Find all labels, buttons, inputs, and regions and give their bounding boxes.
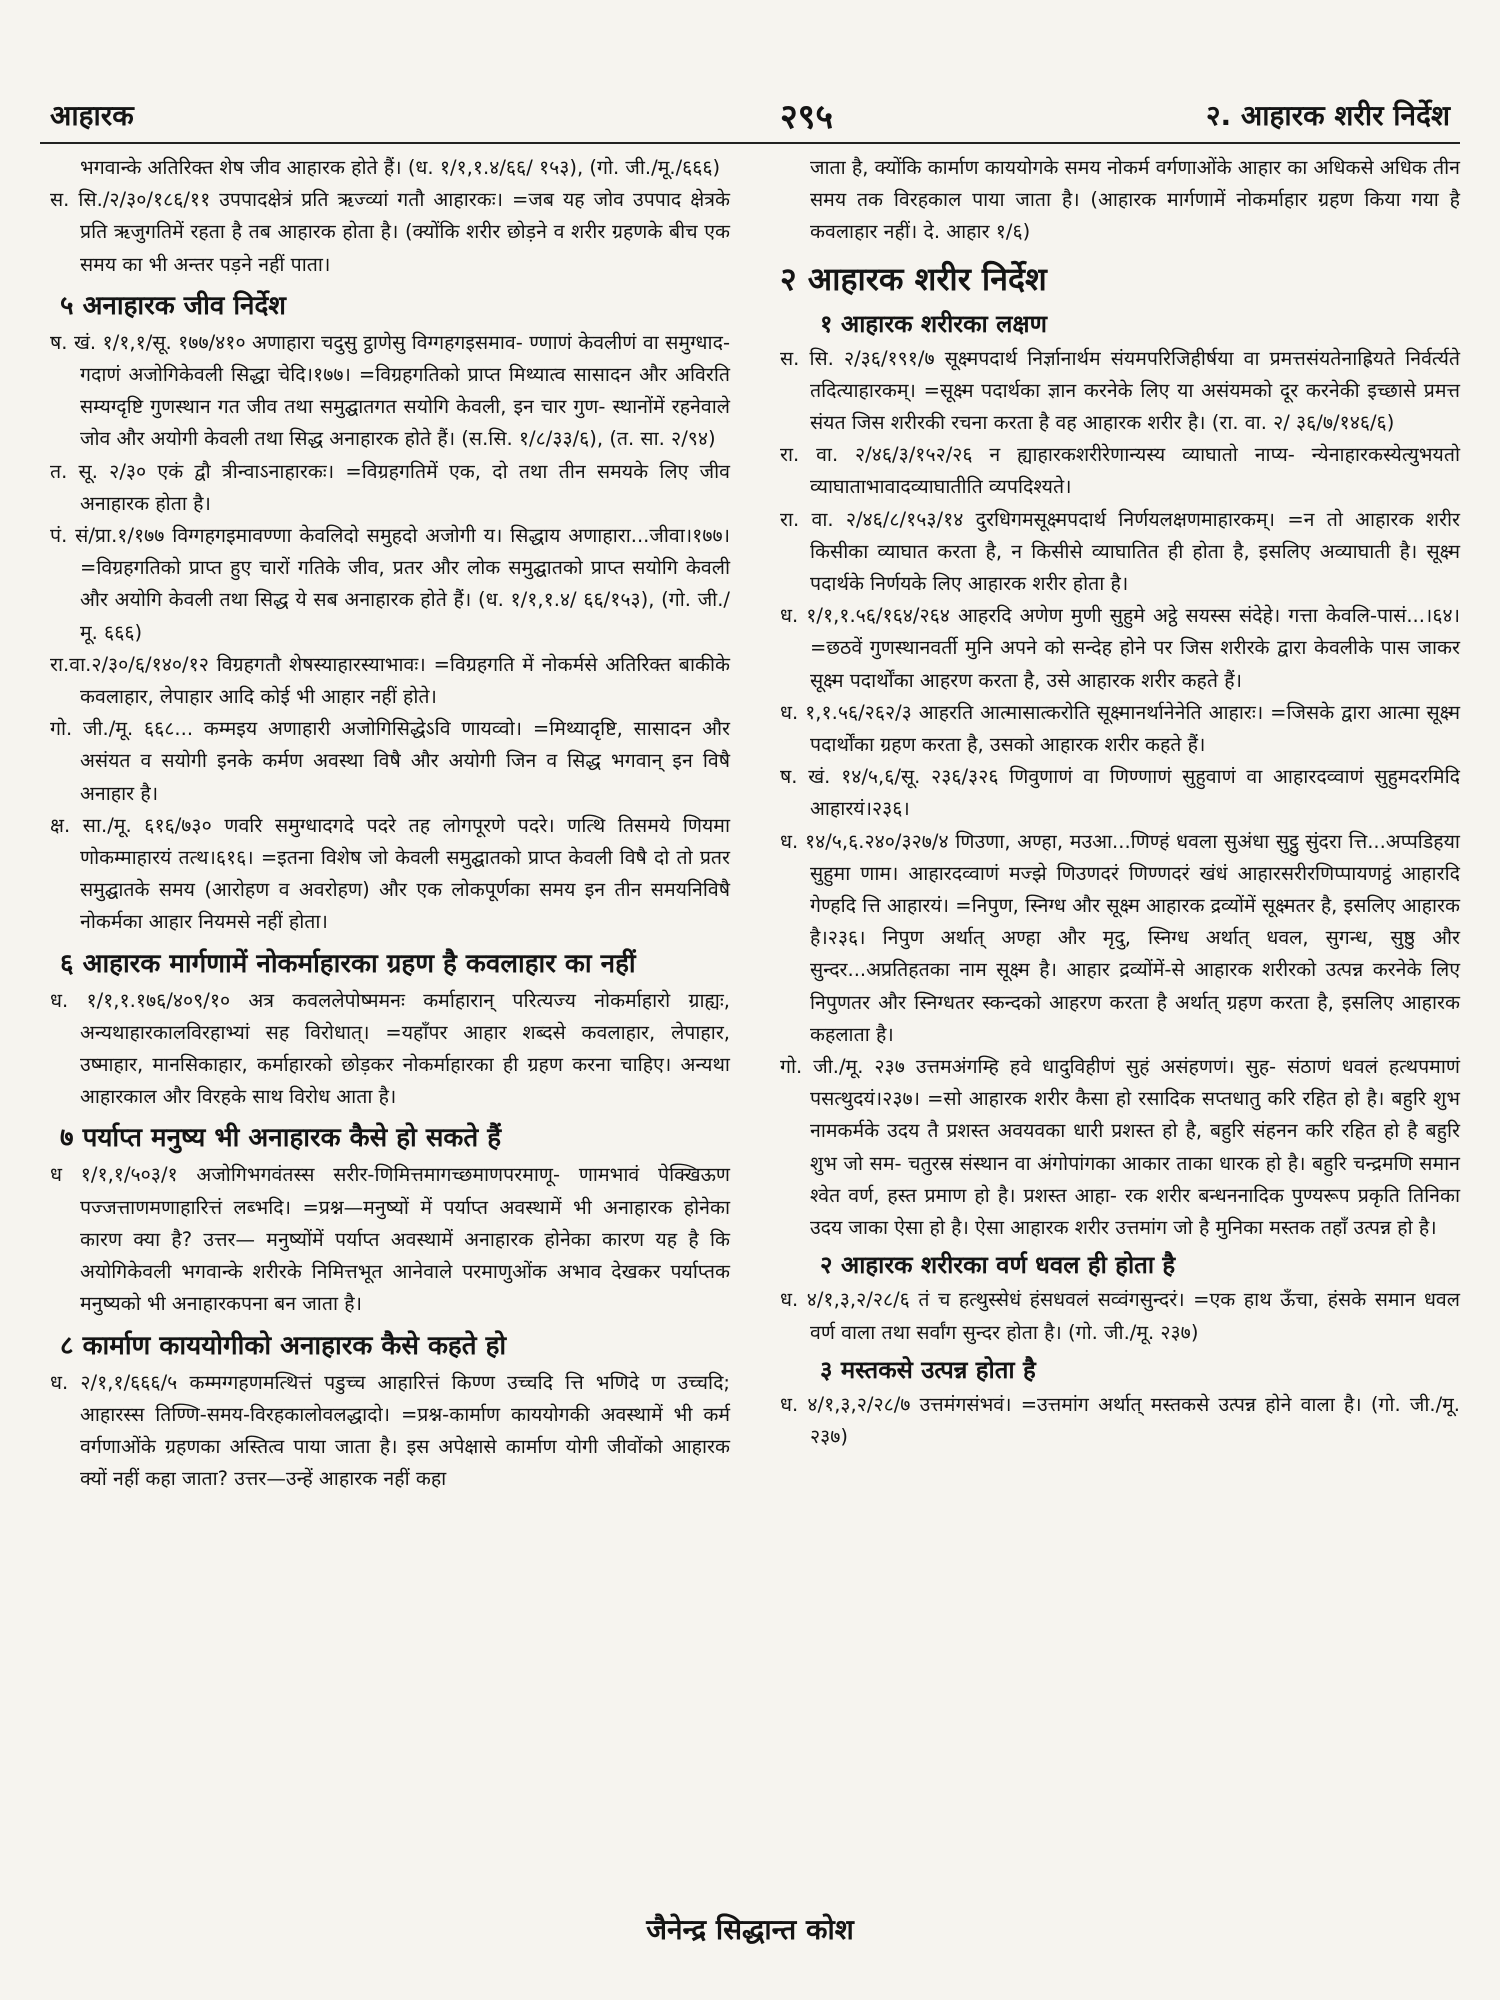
left-para-10: ध १/१,१/५०३/१ अजोगिभगवंतस्स सरीर-णिमित्तमागच्छमाणपरमाणू- णामभावं पेक्खिऊण पज्जत्ताणमणाहारित्तं लब्भदि। =प्रश्न—मनुष्यों में पर्याप्त अवस्थामें भी अनाहारक होनेका कारण क्या है? उत्तर— मनुष्योंमें पर्याप्त अवस्थामें अनाहारक होनेका कारण यह है कि अयोगिकेवली भगवान्के शरीरके निमित्तभूत आनेवाले परमाणुओंक अभाव देखकर पर्याप्तक मनुष्यको भी अनाहारकपना बन जाता है। <box>50 1163 730 1316</box>
left-para-1: भगवान्के अतिरिक्त शेष जीव आहारक होते हैं। (ध. १/१,१.४/६६/ १५३), (गो. जी./मू./६६६) <box>80 156 721 179</box>
left-para-3: ष. खं. १/१,१/सू. १७७/४१० अणाहारा चदुसु ट्ठाणेसु विग्गहगइसमाव- ण्णाणं केवलीणं वा समुग्धाद-गदाणं अजोगिकेवली सिद्धा चेदि।१७७। =विग्रहगतिको प्राप्त मिथ्यात्व सासादन और अविरति सम्यग्दृष्टि गुणस्थान गत जीव तथा समुद्घातगत सयोगि केवली, इन चार गुण- स्थानोंमें रहनेवाले जोव और अयोगी केवली तथा सिद्ध अनाहारक होते हैं। (स.सि. १/८/३३/६), (त. सा. २/९४) <box>50 330 730 451</box>
book-title-footer: जैनेन्द्र सिद्धान्त कोश <box>646 1913 854 1946</box>
left-column <box>50 152 730 1495</box>
page-number: २९५ <box>780 97 834 137</box>
left-para-4: त. सू. २/३० एकं द्वौ त्रीन्वाऽनाहारकः। =विग्रहगतिमें एक, दो तथा तीन समयके लिए जीव अनाहारक होता है। <box>50 459 730 515</box>
right-para-1: जाता है, क्योंकि कार्माण काययोगके समय नोकर्म वर्गणाओंके आहार का अधिकसे अधिक तीन समय तक विरहकाल पाया जाता है। (आहारक मार्गणामें नोकर्माहार ग्रहण किया गया है कवलाहार नहीं। दे. आहार १/६) <box>810 156 1460 244</box>
section-heading-8: ८ कार्माण काययोगीको अनाहारक कैसे कहते हो <box>60 1330 507 1361</box>
right-para-8: ध. १४/५,६.२४०/३२७/४ णिउणा, अण्हा, मउआ...णिण्हं धवला सुअंधा सुट्ठु सुंदरा त्ति...अप्पडिहया सुहुमा णाम। आहारदव्वाणं मज्झे णिउणदरं णिण्णदरं खंधं आहारसरीरणिप्पायणट्ठं आहारदि गेण्हदि त्ति आहारयं। =निपुण, स्निग्ध और सूक्ष्म आहारक द्रव्योंमें सूक्ष्मतर है, इसलिए आहारक है।२३६। निपुण अर्थात् अण्हा और मृदु, स्निग्ध अर्थात् धवल, सुगन्ध, सुष्ठु और सुन्दर...अप्रतिहतका नाम सूक्ष्म है। आहार द्रव्योंमें-से आहारक शरीरको उत्पन्न करनेके लिए निपुणतर और स्निग्धतर स्कन्दको आहरण करता है अर्थात् ग्रहण करता है, इसलिए आहारक कहलाता है। <box>780 829 1460 1046</box>
section-heading-7: ७ पर्याप्त मनुष्य भी अनाहारक कैसे हो सकते हैं <box>60 1123 502 1154</box>
left-para-11: ध. २/१,१/६६६/५ कम्मग्गहणमत्थित्तं पडुच्च आहारित्तं किण्ण उच्चदि त्ति भणिदे ण उच्चदि; आहारस्स तिण्णि-समय-विरहकालोवलद्धादो। =प्रश्न-कार्माण काययोगकी अवस्थामें भी कर्म वर्गणाओंके ग्रहणका अस्तित्व पाया जाता है। इस अपेक्षासे कार्माण योगी जीवोंको आहारक क्यों नहीं कहा जाता? उत्तर—उन्हें आहारक नहीं कहा <box>50 1370 730 1491</box>
right-para-10: ध. ४/१,३,२/२८/६ तं च हत्थुस्सेधं हंसधवलं सव्वंगसुन्दरं। =एक हाथ ऊँचा, हंसके समान धवल वर्ण वाला तथा सर्वांग सुन्दर होता है। (गो. जी./मू. २३७) <box>780 1288 1460 1344</box>
right-column <box>780 152 1460 1453</box>
section-heading-6: ६ आहारक मार्गणामें नोकर्माहारका ग्रहण है कवलाहार का नहीं <box>60 948 636 979</box>
right-para-2: स. सि. २/३६/१९१/७ सूक्ष्मपदार्थ निर्ज्ञानार्थम संयमपरिजिहीर्षया वा प्रमत्तसंयतेनाह्रियते निर्वर्त्यते तदित्याहारकम्। =सूक्ष्म पदार्थका ज्ञान करनेके लिए या असंयमको दूर करनेकी इच्छासे प्रमत्त संयत जिस शरीरकी रचना करता है वह आहारक शरीर है। (रा. वा. २/ ३६/७/१४६/६) <box>780 346 1460 435</box>
header-right-title: २. आहारक शरीर निर्देश <box>1205 99 1450 132</box>
page-header <box>40 92 1460 144</box>
right-para-6: ध. १,१.५६/२६२/३ आहरति आत्मासात्करोति सूक्ष्मानर्थानेनेति आहारः। =जिसके द्वारा आत्मा सूक्ष्म पदार्थोंका ग्रहण करता है, उसको आहारक शरीर कहते हैं। <box>780 700 1460 757</box>
subsection-heading-2: २ आहारक शरीरका वर्ण धवल ही होता है <box>820 1251 1176 1280</box>
left-para-9: ध. १/१,१.१७६/४०९/१० अत्र कवललेपोष्ममनः कर्माहारान् परित्यज्य नोकर्माहारो ग्राह्यः, अन्यथाहारकालविरहाभ्यां सह विरोधात्। =यहाँपर आहार शब्दसे कवलाहार, लेपाहार, उष्माहार, मानसिकाहार, कर्माहारको छोड़कर नोकर्माहारका ही ग्रहण करना चाहिए। अन्यथा आहारकाल और विरहके साथ विरोध आता है। <box>50 988 730 1109</box>
subsection-heading-3: ३ मस्तकसे उत्पन्न होता है <box>820 1355 1036 1384</box>
left-para-6: रा.वा.२/३०/६/१४०/१२ विग्रहगतौ शेषस्याहारस्याभावः। =विग्रहगति में नोकर्मसे अतिरिक्त बाकीके कवलाहार, लेपाहार आदि कोई भी आहार नहीं होते। <box>50 652 730 709</box>
right-para-11: ध. ४/१,३,२/२८/७ उत्तमंगसंभवं। =उत्तमांग अर्थात् मस्तकसे उत्पन्न होने वाला है। (गो. जी./मू. २३७) <box>780 1392 1460 1448</box>
right-para-4: रा. वा. २/४६/८/१५३/१४ दुरधिगमसूक्ष्मपदार्थ निर्णयलक्षणमाहारकम्। =न तो आहारक शरीर किसीका व्याघात करता है, न किसीसे व्याघातित ही होता है, इसलिए अव्याघाती है। सूक्ष्म पदार्थके निर्णयके लिए आहारक शरीर होता है। <box>780 507 1460 596</box>
right-para-7: ष. खं. १४/५,६/सू. २३६/३२६ णिवुणाणं वा णिण्णाणं सुहुवाणं वा आहारदव्वाणं सुहुमदरमिदि आहारयं।२३६। <box>780 765 1460 821</box>
left-para-8: क्ष. सा./मू. ६१६/७३० णवरि समुग्धादगदे पदरे तह लोगपूरणे पदरे। णत्थि तिसमये णियमा णोकम्माहारयं तत्थ।६१६। =इतना विशेष जो केवली समुद्घातको प्राप्त केवली विषै दो तो प्रतर समुद्घातके समय (आरोहण व अवरोहण) और एक लोकपूर्णका समय इन तीन समयनिविषै नोकर्मका आहार नियमसे नहीं होता। <box>50 813 730 934</box>
left-para-2: स. सि./२/३०/१८६/११ उपपादक्षेत्रं प्रति ऋज्व्यां गतौ आहारकः। =जब यह जोव उपपाद क्षेत्रके प्रति ऋजुगतिमें रहता है तब आहारक होता है। (क्योंकि शरीर छोड़ने व शरीर ग्रहणके बीच एक समय का भी अन्तर पड़ने नहीं पाता। <box>50 188 730 276</box>
right-para-3: रा. वा. २/४६/३/१५२/२६ न ह्याहारकशरीरेणान्यस्य व्याघातो नाप्य- न्येनाहारकस्येत्युभयतो व्याघाताभावादव्याघातीति व्यपदिश्यते। <box>780 443 1460 499</box>
left-para-7: गो. जी./मू. ६६८... कम्मइय अणाहारी अजोगिसिद्धेऽवि णायव्वो। =मिथ्यादृष्टि, सासादन और असंयत व सयोगी इनके कर्मण अवस्था विषै और अयोगी जिन व सिद्ध भगवान् इन विषै अनाहार है। <box>50 717 730 805</box>
section-heading-5: ५ अनाहारक जीव निर्देश <box>60 290 286 321</box>
right-para-9: गो. जी./मू. २३७ उत्तमअंगम्हि हवे धादुविहीणं सुहं असंहणणं। सुह- संठाणं धवलं हत्थपमाणं पसत्थुदयं।२३७। =सो आहारक शरीर कैसा हो रसादिक सप्तधातु करि रहित हो है। बहुरि शुभ नामकर्मके उदय तै प्रशस्त अवयवका धारी प्रशस्त हो है, बहुरि संहनन करि रहित हो है बहुरि शुभ जो सम- चतुरस्र संस्थान वा अंगोपांगका आकार ताका धारक हो है। बहुरि चन्द्रमणि समान श्वेत वर्ण, हस्त प्रमाण हो है। प्रशस्त आहा- रक शरीर बन्धननादिक पुण्यरूप प्रकृति तिनिका उदय जाका ऐसा हो है। ऐसा आहारक शरीर उत्तमांग जो है मुनिका मस्तक तहाँ उत्पन्न हो है। <box>780 1055 1460 1240</box>
chapter-heading-2: २ आहारक शरीर निर्देश <box>780 259 1047 298</box>
right-para-5: ध. १/१,१.५६/१६४/२६४ आहरदि अणेण मुणी सुहुमे अट्ठे सयस्स संदेहे। गत्ता केवलि-पासं...।६४। =छठवें गुणस्थानवर्ती मुनि अपने को सन्देह होने पर जिस शरीरके द्वारा केवलीके पास जाकर सूक्ष्म पदार्थोंका आहरण करता है, उसे आहारक शरीर कहते हैं। <box>780 604 1460 692</box>
header-left-title: आहारक <box>50 99 134 132</box>
subsection-heading-1: १ आहारक शरीरका लक्षण <box>820 309 1047 338</box>
left-para-5: पं. सं/प्रा.१/१७७ विग्गहगइमावण्णा केवलिदो समुहदो अजोगी य। सिद्धाय अणाहारा...जीवा।१७७। =विग्रहगतिको प्राप्त हुए चारों गतिके जीव, प्रतर और लोक समुद्घातको प्राप्त सयोगि केवली और अयोगि केवली तथा सिद्ध ये सब अनाहारक होते हैं। (ध. १/१,१.४/ ६६/१५३), (गो. जी./मू. ६६६) <box>50 524 730 644</box>
